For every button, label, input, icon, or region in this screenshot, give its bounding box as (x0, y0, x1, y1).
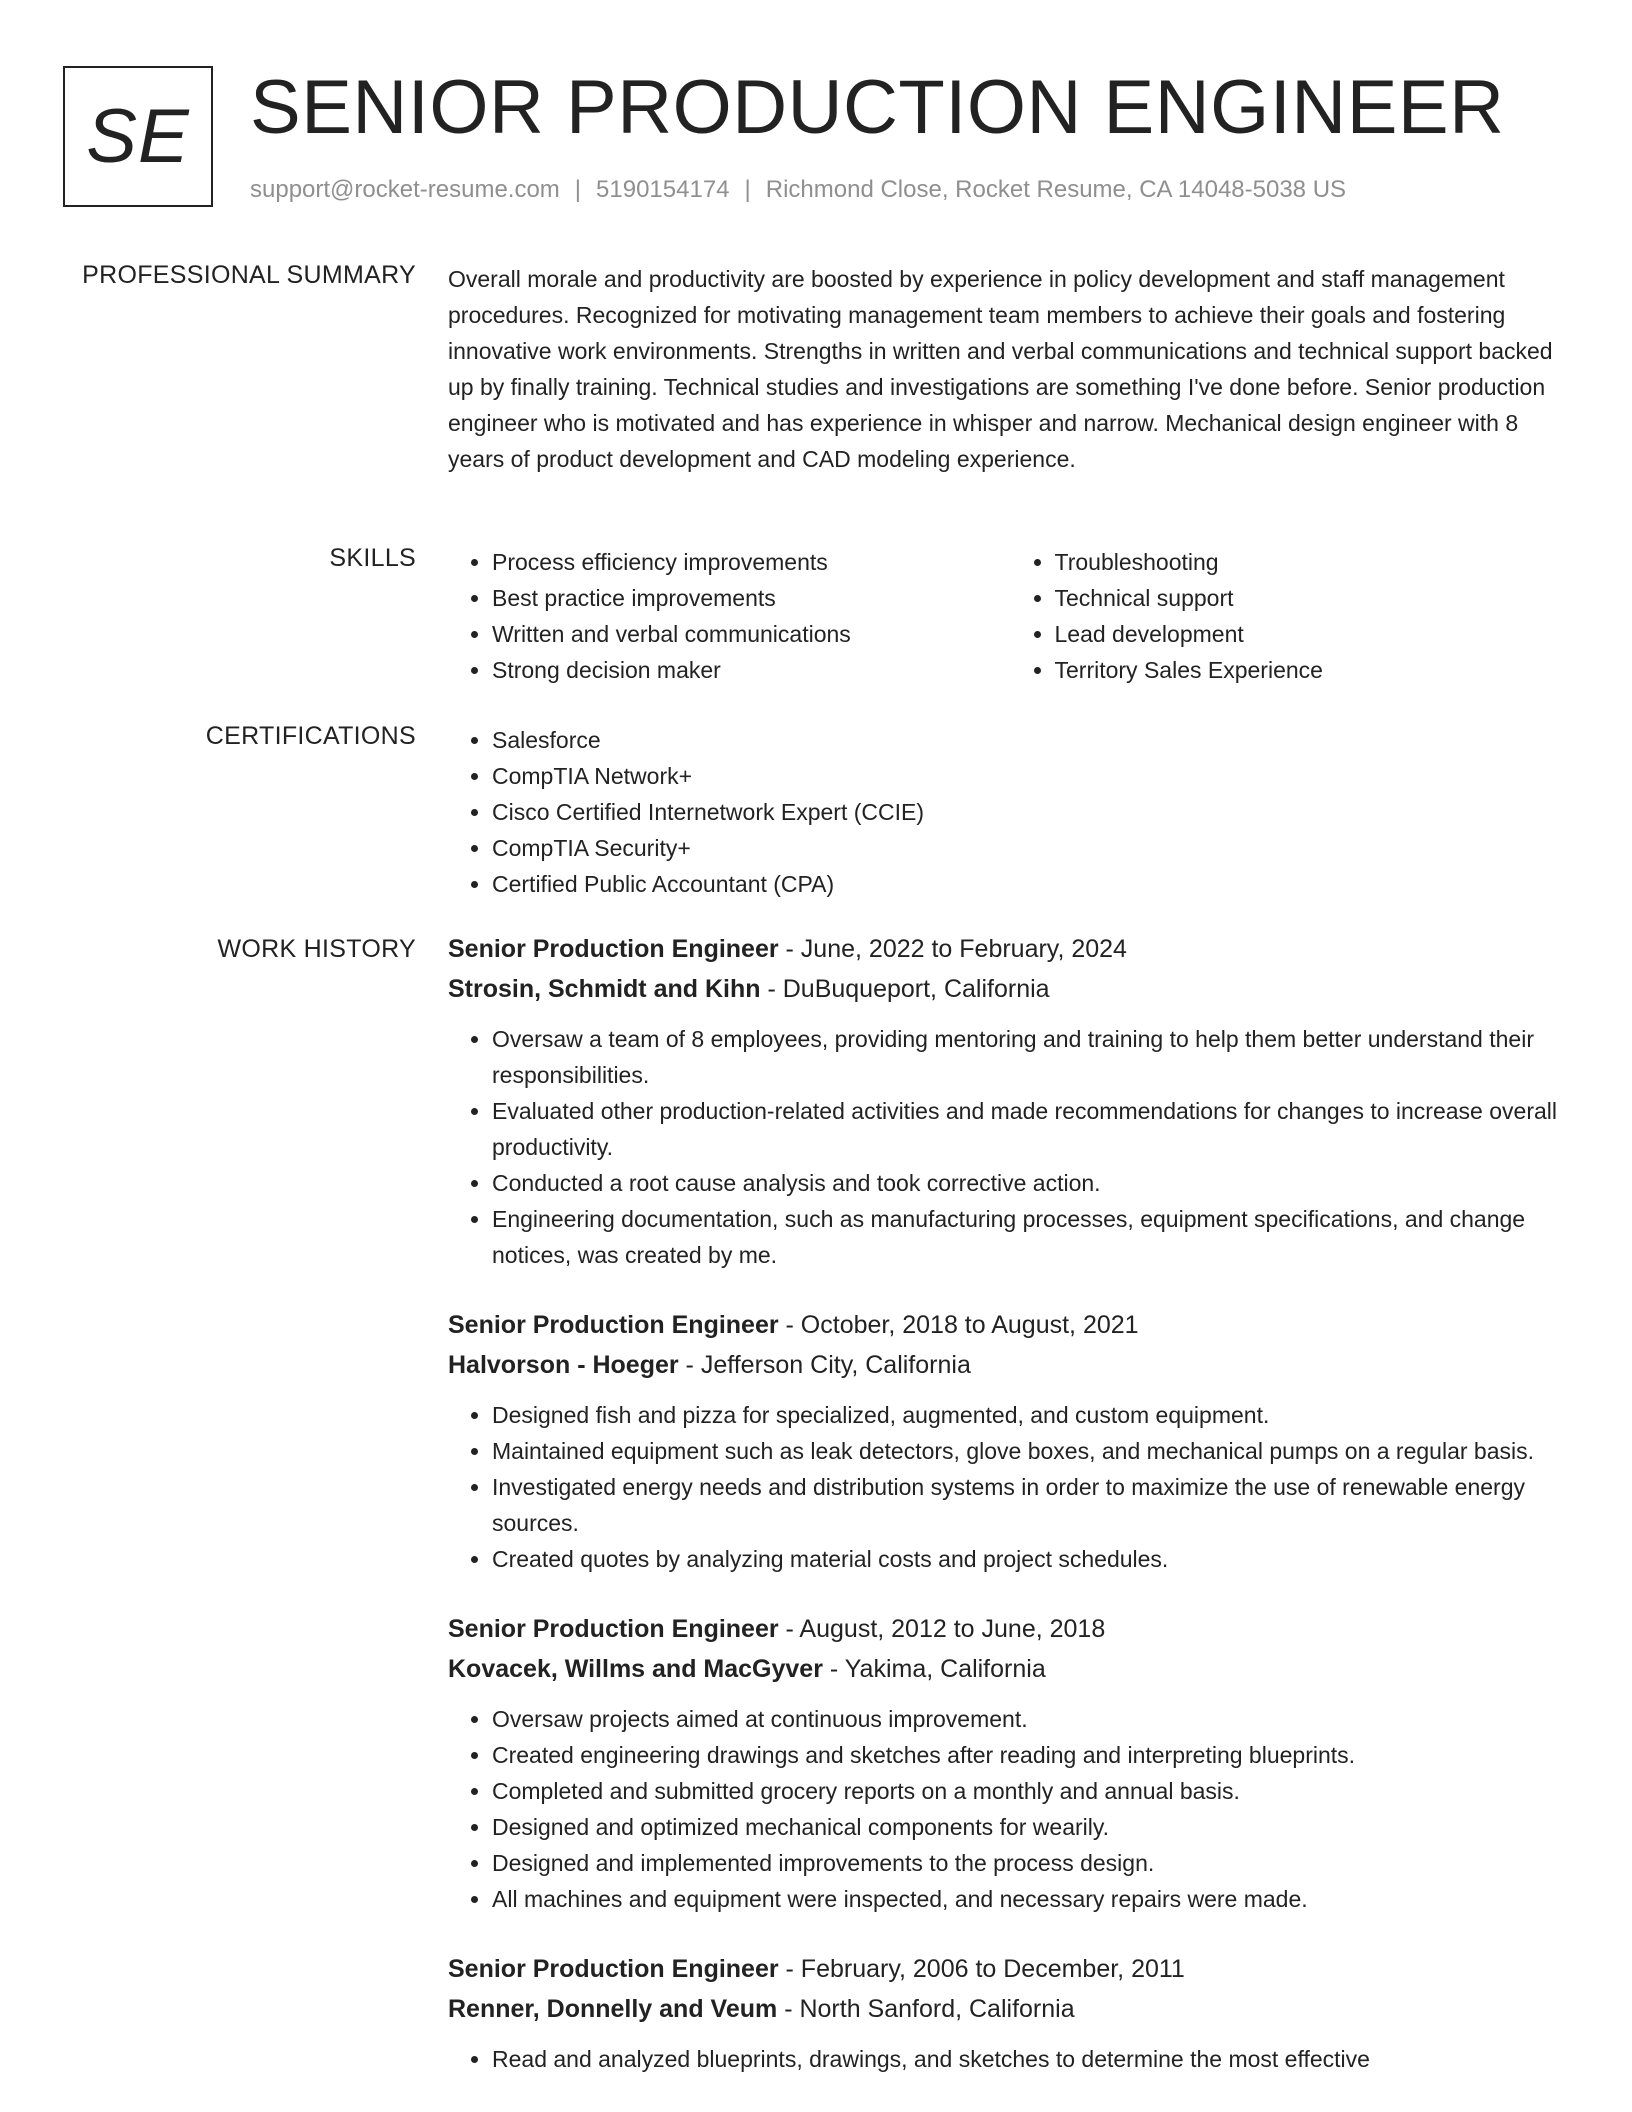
job-company-line (448, 1989, 1573, 2029)
job-bullet: • Read and analyzed blueprints, drawings, and sketches to determine the most effective (492, 2041, 1573, 2077)
job-bullet: • Designed and optimized mechanical components for wearily. (492, 1809, 1573, 1845)
skill-item: • Strong decision maker (492, 652, 1011, 688)
job-title: Senior Production Engineer (448, 1615, 779, 1643)
job-company-line (448, 1649, 1573, 1689)
job-company: Halvorson - Hoeger (448, 1351, 679, 1379)
job-bullets (448, 2041, 1573, 2077)
job-location: - Yakima, California (822, 1655, 1046, 1683)
job-bullet: • Investigated energy needs and distribution systems in order to maximize the use of renewable energy sources. (492, 1469, 1573, 1541)
work-history-content (448, 929, 1573, 2109)
job-location: - DuBuqueport, California (760, 975, 1050, 1003)
section-label-summary: PROFESSIONAL SUMMARY (82, 261, 416, 289)
contact-line (250, 176, 1346, 204)
job-bullet: • Maintained equipment such as leak detectors, glove boxes, and mechanical pumps on a regular basis. (492, 1433, 1573, 1469)
job-title: Senior Production Engineer (448, 935, 779, 963)
job-company-line (448, 1345, 1573, 1385)
job-company-line (448, 969, 1573, 1009)
skill-item: • Territory Sales Experience (1055, 652, 1574, 688)
section-label-work-history: WORK HISTORY (217, 935, 416, 963)
section-label-certifications: CERTIFICATIONS (205, 722, 416, 750)
job-entry (448, 1305, 1573, 1577)
contact-email: support@rocket-resume.com (250, 176, 560, 203)
job-title-line (448, 1609, 1573, 1649)
job-company: Kovacek, Willms and MacGyver (448, 1655, 823, 1683)
job-location: - Jefferson City, California (678, 1351, 971, 1379)
skill-item: • Troubleshooting (1055, 544, 1574, 580)
skill-item: • Best practice improvements (492, 580, 1011, 616)
job-dates: - October, 2018 to August, 2021 (778, 1311, 1139, 1339)
job-bullets (448, 1397, 1573, 1577)
contact-separator: | (574, 176, 582, 203)
job-bullet: • Conducted a root cause analysis and took corrective action. (492, 1165, 1573, 1201)
contact-address: Richmond Close, Rocket Resume, CA 14048-5038 US (765, 176, 1347, 203)
job-location: - North Sanford, California (777, 1995, 1075, 2023)
job-title-line (448, 1305, 1573, 1345)
job-title: Senior Production Engineer (448, 1955, 779, 1983)
certifications-content (448, 722, 1573, 902)
job-bullet: • Oversaw projects aimed at continuous improvement. (492, 1701, 1573, 1737)
certification-item: • CompTIA Network+ (492, 758, 1573, 794)
certification-item: • Certified Public Accountant (CPA) (492, 866, 1573, 902)
job-bullet: • Completed and submitted grocery reports on a monthly and annual basis. (492, 1773, 1573, 1809)
job-dates: - June, 2022 to February, 2024 (778, 935, 1127, 963)
job-title-line (448, 1949, 1573, 1989)
skills-column-left (448, 544, 1011, 688)
job-bullets (448, 1701, 1573, 1917)
monogram-badge: SE (63, 66, 213, 207)
job-title-line (448, 929, 1573, 969)
skill-item: • Process efficiency improvements (492, 544, 1011, 580)
skills-column-right (1011, 544, 1574, 688)
job-entry (448, 1609, 1573, 1917)
job-dates: - February, 2006 to December, 2011 (778, 1955, 1185, 1983)
certification-item: • Salesforce (492, 722, 1573, 758)
certification-item: • CompTIA Security+ (492, 830, 1573, 866)
contact-phone: 5190154174 (596, 176, 730, 203)
job-bullet: • Created engineering drawings and sketches after reading and interpreting blueprints. (492, 1737, 1573, 1773)
certifications-list (448, 722, 1573, 902)
job-bullet: • Evaluated other production-related activities and made recommendations for changes to increase overall productivity. (492, 1093, 1573, 1165)
job-company: Renner, Donnelly and Veum (448, 1995, 778, 2023)
job-entry (448, 929, 1573, 1273)
job-bullet: • Designed and implemented improvements to the process design. (492, 1845, 1573, 1881)
resume-title: SENIOR PRODUCTION ENGINEER (250, 65, 1505, 150)
job-bullet: • Created quotes by analyzing material costs and project schedules. (492, 1541, 1573, 1577)
contact-separator: | (744, 176, 751, 203)
job-bullets (448, 1021, 1573, 1273)
job-bullet: • Designed fish and pizza for specialized, augmented, and custom equipment. (492, 1397, 1573, 1433)
certification-item: • Cisco Certified Internetwork Expert (CCIE) (492, 794, 1573, 830)
skill-item: • Written and verbal communications (492, 616, 1011, 652)
summary-text: Overall morale and productivity are boosted by experience in policy development and staff management procedures. Recognized for motivating management team members to achieve their goals and fostering innovative work environments. Strengths in written and verbal communications and technical support backed up by finally training. Technical studies and investigations are something I've done before. Senior production engineer who is motivated and has experience in whisper and narrow. Mechanical design engineer with 8 years of product development and CAD modeling experience. (448, 266, 1553, 472)
skill-item: • Technical support (1055, 580, 1574, 616)
resume-header (63, 66, 1592, 211)
job-company: Strosin, Schmidt and Kihn (448, 975, 761, 1003)
skill-item: • Lead development (1055, 616, 1574, 652)
section-label-skills: SKILLS (329, 544, 416, 572)
job-dates: - August, 2012 to June, 2018 (778, 1615, 1106, 1643)
skills-content (448, 544, 1573, 688)
job-entry (448, 1949, 1573, 2077)
job-bullet: • Engineering documentation, such as manufacturing processes, equipment specifications, and change notices, was created by me. (492, 1201, 1573, 1273)
job-title: Senior Production Engineer (448, 1311, 779, 1339)
job-bullet: • Oversaw a team of 8 employees, providing mentoring and training to help them better understand their responsibilities. (492, 1021, 1573, 1093)
job-bullet: • All machines and equipment were inspected, and necessary repairs were made. (492, 1881, 1573, 1917)
